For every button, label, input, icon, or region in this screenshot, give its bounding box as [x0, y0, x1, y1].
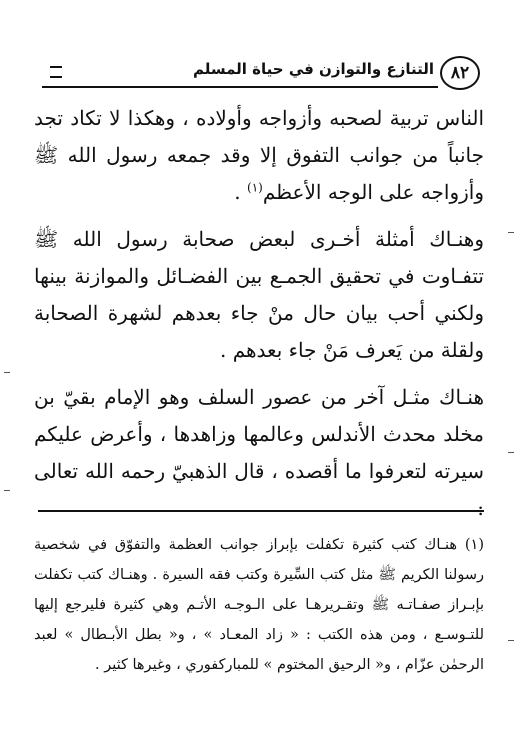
paragraph-3: هنـاك مثـل آخر من عصور السلف وهو الإمام بقيّ بن مخلد محدث الأندلس وعالمها وزاهدها ، وأعرض عليكم سيرته لتعرفوا ما أقصده ، قال الذهبيّ رحمه الله تعالى :	[34, 385, 484, 520]
margin-mark	[508, 640, 514, 641]
margin-mark	[508, 232, 514, 233]
footnote-separator	[38, 510, 484, 512]
margin-mark	[4, 490, 10, 491]
header-rule	[42, 86, 438, 88]
running-title: التنازع والتوازن في حياة المسلم	[192, 60, 434, 78]
footnote-reference: (١)	[247, 180, 263, 195]
margin-mark	[508, 452, 514, 453]
page-header	[38, 56, 480, 96]
page-number: ٨٢	[440, 56, 480, 90]
header-ornament-icon	[50, 66, 62, 78]
body-text	[34, 100, 484, 527]
paragraph-1-end: .	[234, 180, 248, 204]
paragraph-2: وهنـاك أمثلة أخـرى لبعض صحابة رسول الله ﷺ تتفـاوت في تحقيق الجمـع بين الفضـائل والموازنة بينها ولكني أحب بيان حال منْ جاء بعدهم لشهرة الصحابة ولقلة من يَعرف مَنْ جاء بعدهم .	[34, 227, 484, 362]
margin-mark	[4, 372, 10, 373]
paragraph-1	[34, 100, 484, 211]
paragraph-1-text: الناس تربية لصحبه وأزواجه وأولاده ، وهكذا لا تكاد تجد جانباً من جوانب التفوق إلا وقد جمعه رسول الله ﷺ وأزواجه على الوجه الأعظم	[34, 106, 484, 204]
footnote: (١) هنـاك كتب كثيرة تكفلت بإبراز جوانب العظمة والتفوّق في شخصية رسولنا الكريم ﷺ مثل كتب السِّيرة وكتب فقه السيرة . وهنـاك كتب تكفلت بإبـراز صفـاتـه ﷺ وتقـريرهـا على الـوجـه الأتـم وهي كثيرة فليرجع إليها للتـوسـع ، ومن هذه الكتب : « زاد المعـاد » ، و« بطل الأبـطال » لعبد الرحمٰن عزّام ، و« الرحيق المختوم » للمباركفوري ، وغيرها كثير .	[34, 537, 484, 673]
